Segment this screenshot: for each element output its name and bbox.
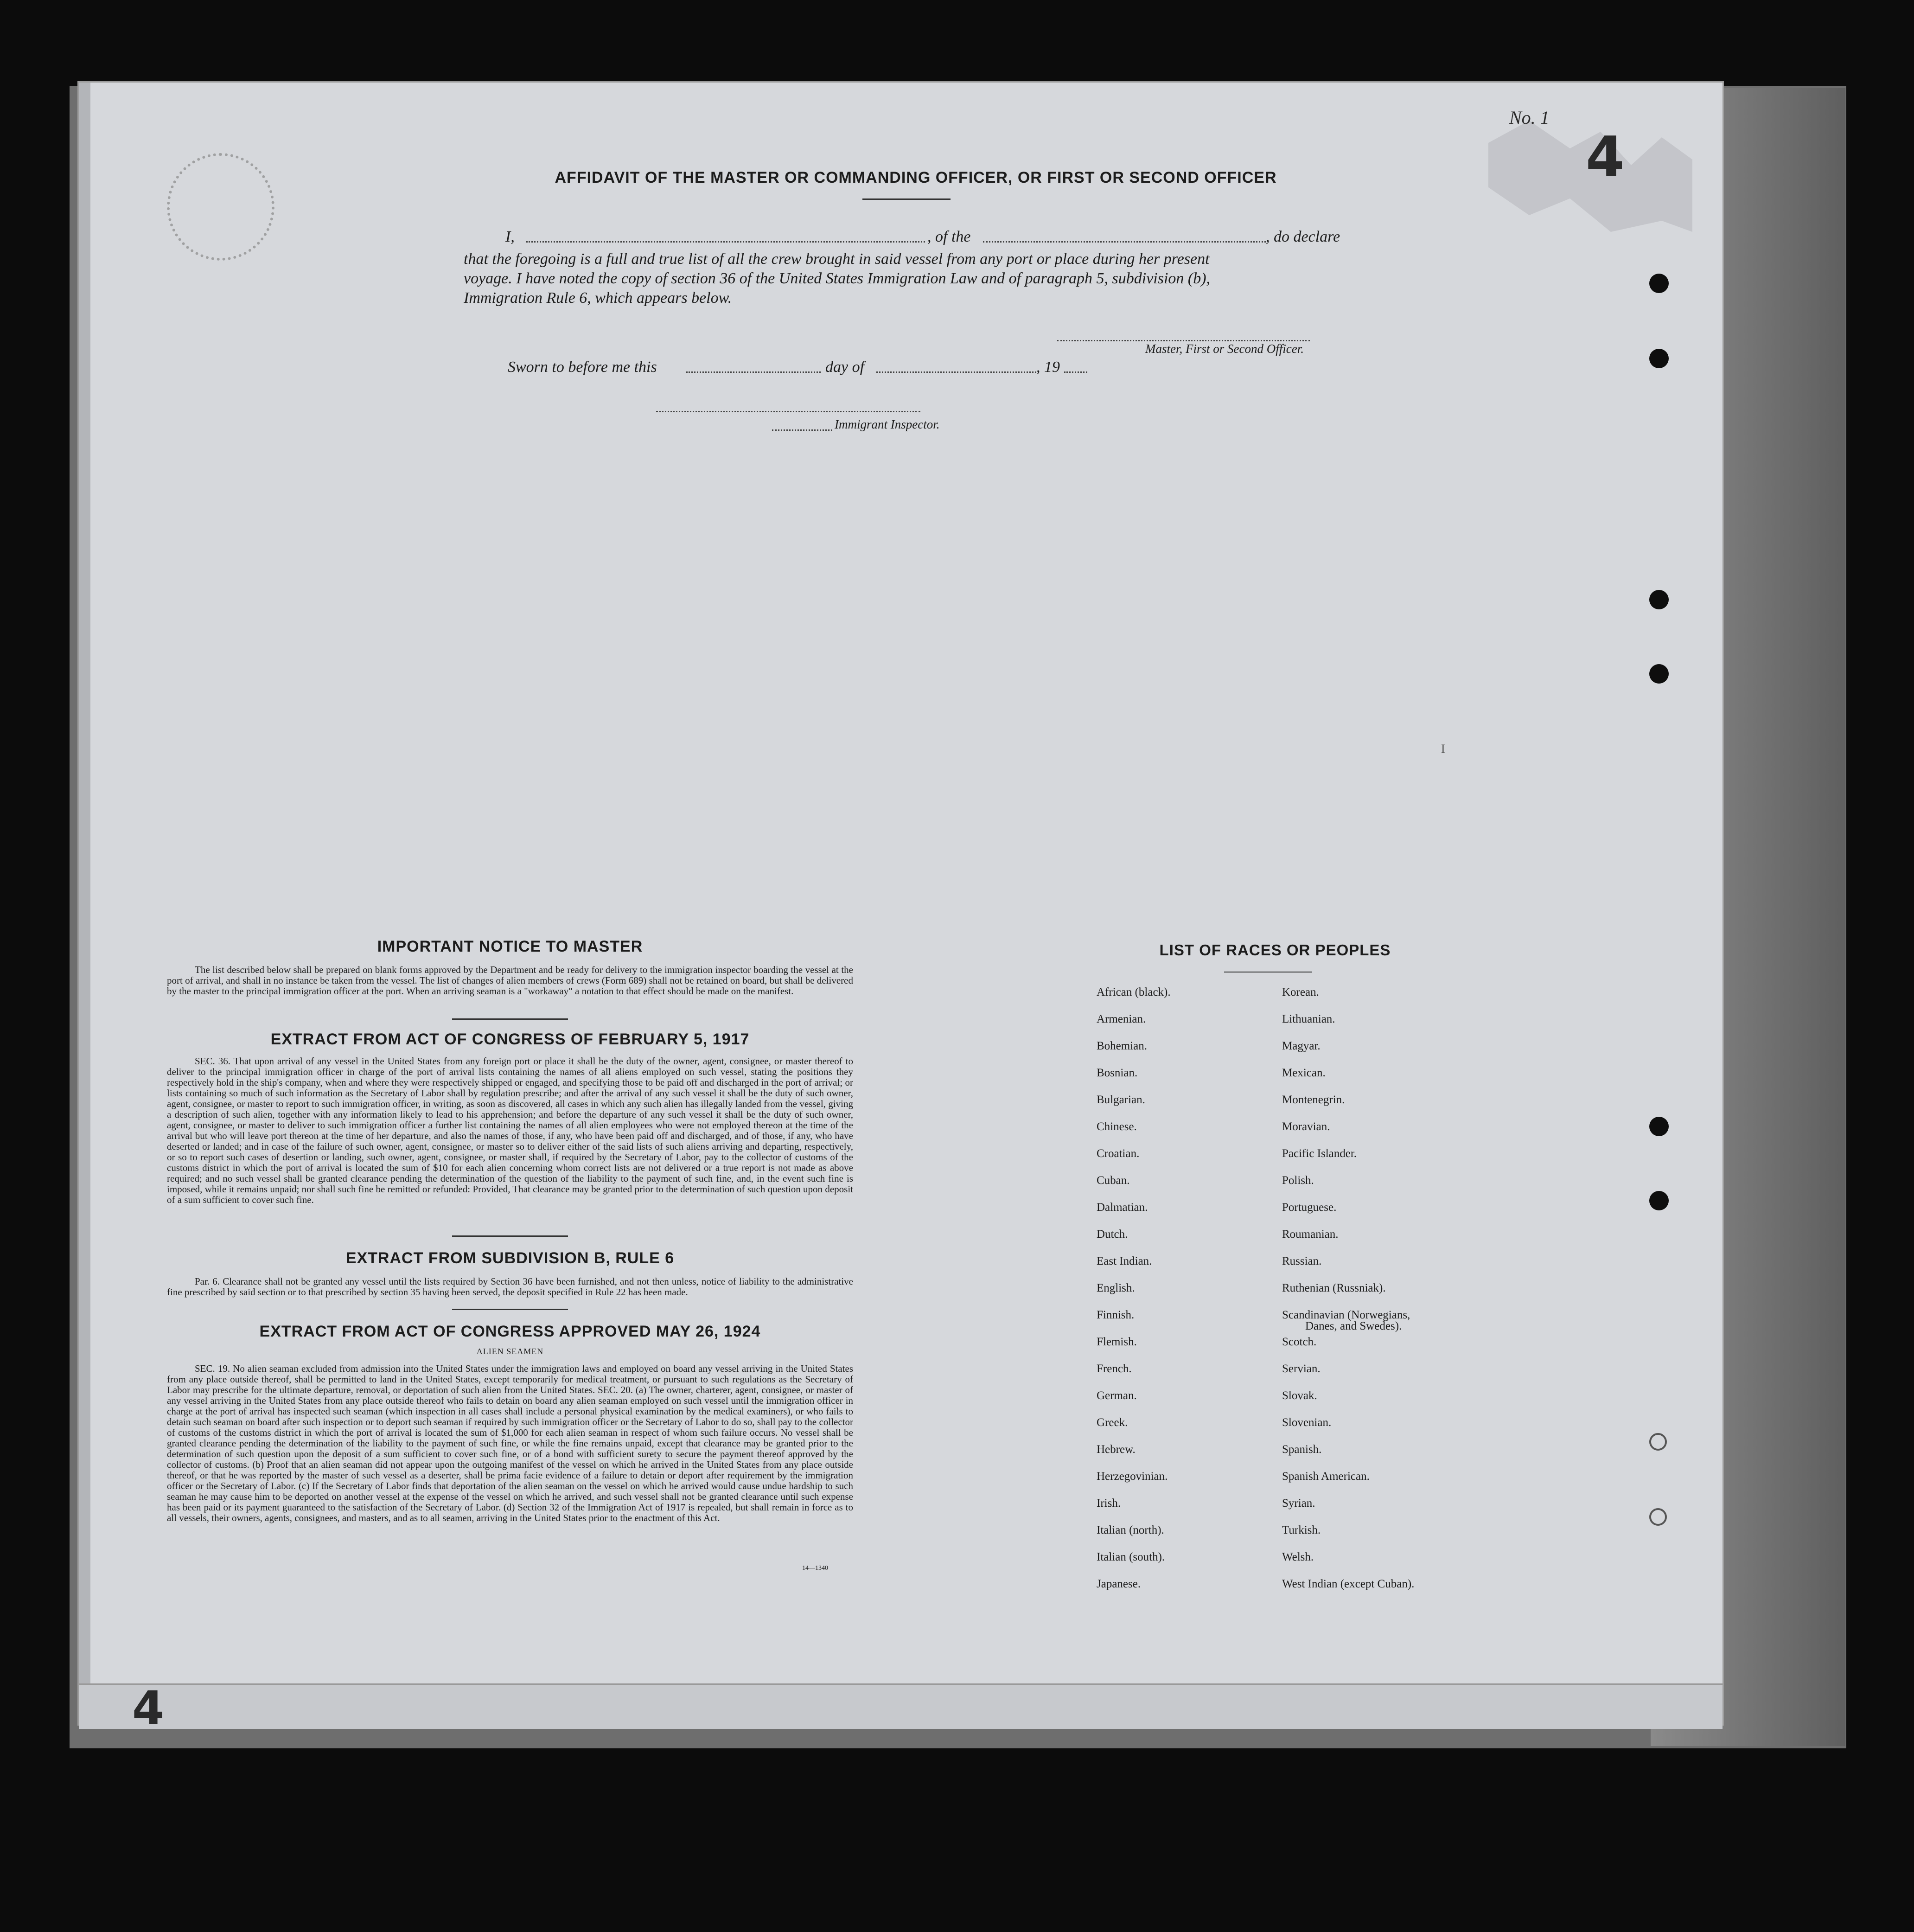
sworn-month-blank: [876, 358, 1036, 373]
section-divider: [452, 1309, 568, 1310]
sworn-text: Sworn to before me this: [508, 358, 657, 376]
extract-1924-text: SEC. 19. No alien seaman excluded from admission into the United States under the immigration laws and employed on board any vessel arriving in the United States from any place outside thereof, shall be permitted to land in the United States, except temporarily for medical treatment, or pursuant to such regulations as the Secretary of Labor may prescribe for the ultimate departure, removal, or deportation of such alien from the United States. SEC. 20. (a) The owner, charterer, agent, consignee, or master of any vessel arriving in the United States from any place outside thereof who fails to detain on board any alien seaman employed on such vessel until the immigration officer in charge at the port of arrival has inspected such seaman (which inspection in all cases shall include a personal physical examination by the medical examiners), or who fails to detain such seaman on board after such inspection or to deport such seaman if required by such immigration officer or the Secretary of Labor to do so, shall pay to the collector of customs of the customs district in which the port of arrival is located the sum of $1,000 for each alien seaman in respect of whom such failure occurs. No vessel shall be granted clearance pending the determination of the liability to the payment of such fine, or while the fine remains unpaid, except that clearance may be granted prior to the determination of such question upon the deposit of a sum sufficient to cover such fine, or of a bond with sufficient surety to secure the payment thereof approved by the collector of customs. (b) Proof that an alien seaman did not appear upon the outgoing manifest of the vessel on which he arrived in the United States from any place outside thereof, or that he was reported by the master of such vessel as a deserter, shall be prima facie evidence of a failure to detain or deport after requirement by the immigration officer or the Secretary of Labor. (c) If the Secretary of Labor finds that deportation of the alien seaman on the vessel on which he arrived would cause undue hardship to such seaman he may cause him to be deported on another vessel at the expense of the vessel on which he arrived, and such vessel shall not be granted clearance until such expense has been paid or its payment guaranteed to the satisfaction of the Secretary of Labor. (d) Section 32 of the Immigration Act of 1917 is repealed, but shall remain in force as to all vessels, their owners, agents, consignees, and masters, and as to all seamen, arriving in the United States prior to the enactment of this Act.: [167, 1363, 853, 1523]
punch-hole-icon: [1649, 1191, 1669, 1210]
extract-1924-title: EXTRACT FROM ACT OF CONGRESS APPROVED MAY 26, 1924: [259, 1323, 761, 1340]
punch-hole-icon: [1649, 1117, 1669, 1136]
master-signature-caption: Master, First or Second Officer.: [1145, 342, 1304, 356]
section-divider: [452, 1018, 568, 1020]
race-item: Dutch.: [1097, 1228, 1128, 1241]
year-blank: [1064, 358, 1087, 373]
affidavit-line-3: voyage. I have noted the copy of section 36 of the United States Immigration Law and of paragraph 5, subdivision (b),: [464, 270, 1211, 287]
race-item: Italian (south).: [1097, 1551, 1165, 1563]
year-text: , 19: [1036, 358, 1060, 376]
punch-hole-icon: [1649, 590, 1669, 609]
race-item: Bohemian.: [1097, 1040, 1148, 1052]
punch-hole-icon: [1649, 349, 1669, 368]
race-item: Ruthenian (Russniak).: [1282, 1282, 1386, 1294]
punch-hole-outline-icon: [1649, 1508, 1667, 1526]
race-item: Cuban.: [1097, 1174, 1130, 1187]
race-item: Armenian.: [1097, 1013, 1146, 1025]
race-item: Polish.: [1282, 1174, 1314, 1187]
master-signature-line: [1057, 327, 1310, 341]
rule-6-text: Par. 6. Clearance shall not be granted any vessel until the lists required by Section 36 have been furnished, and not then unless, notice of liability to the administrative fine prescribed by said section or to that prescribed by section 35 having been served, the deposit specified in Rule 22 has been made.: [167, 1276, 853, 1298]
race-item: Welsh.: [1282, 1551, 1314, 1563]
race-item: West Indian (except Cuban).: [1282, 1578, 1415, 1590]
form-code: 14—1340: [802, 1565, 828, 1572]
race-item: Korean.: [1282, 986, 1319, 998]
race-item: Finnish.: [1097, 1309, 1135, 1321]
race-item: Hebrew.: [1097, 1443, 1136, 1456]
race-item: Moravian.: [1282, 1120, 1330, 1133]
race-item: Turkish.: [1282, 1524, 1321, 1536]
race-item: Dalmatian.: [1097, 1201, 1148, 1214]
race-item-continuation: Danes, and Swedes).: [1305, 1320, 1402, 1332]
race-item: Pacific Islander.: [1282, 1147, 1357, 1160]
race-item: Scandinavian (Norwegians,: [1282, 1309, 1410, 1321]
race-item: Chinese.: [1097, 1120, 1137, 1133]
race-item: French.: [1097, 1363, 1132, 1375]
race-item: East Indian.: [1097, 1255, 1152, 1267]
race-item: Syrian.: [1282, 1497, 1315, 1510]
sheet-number-large: 4: [1586, 125, 1625, 190]
race-item: Slovenian.: [1282, 1416, 1332, 1429]
vessel-blank: [983, 228, 1266, 243]
title-divider: [862, 198, 951, 200]
race-item: Servian.: [1282, 1363, 1321, 1375]
day-of-text: day of: [825, 358, 865, 376]
page-bottom-strip: [79, 1683, 1723, 1729]
extract-1917-text: SEC. 36. That upon arrival of any vessel in the United States from any foreign port or place it shall be the duty of the owner, agent, consignee, or master thereof to deliver to the principal immigration officer in charge of the port of arrival lists containing the names of all aliens employed on such vessel, stating the positions they respectively hold in the ship's company, when and where they were respectively shipped or engaged, and specifying those to be paid off and discharged in the port of arrival; or lists containing so much of such information as the Secretary of Labor shall by regulation prescribe; and after the arrival of any such vessel it shall be the duty of such owner, agent, consignee, or master to report to such immigration officer, in writing, as soon as discovered, all cases in which any such alien has illegally landed from the vessel, giving a description of such alien, together with any information likely to lead to his apprehension; and before the departure of any such vessel it shall be the duty of such owner, agent, consignee, or master to deliver to such immigration officer a further list containing the names of all alien employees who were not employed thereon at the time of the arrival but who will leave port thereon at the time of her departure, and also the names of those, if any, who have been paid off and discharged, and of those, if any, who have deserted or landed; and in case of the failure of such owner, agent, consignee, or master so to deliver either of the said lists of such aliens arriving and departing, respectively, or so to report such cases of desertion or landing, such owner, agent, consignee, or master shall, if required by the Secretary of Labor, pay to the collector of customs of the customs district in which the port of arrival is located the sum of $10 for each alien concerning whom correct lists are not delivered or a true report is not made as above required; and no such vessel shall be granted clearance pending the determination of the question of the liability to the payment of such fine, and, in the event such fine is imposed, while it remains unpaid; nor shall such fine be remitted or refunded: Provided, That clearance may be granted prior to the determination of such question upon deposit of a sum sufficient to cover such fine.: [167, 1056, 853, 1205]
race-item: Slovak.: [1282, 1389, 1317, 1402]
race-item: Portuguese.: [1282, 1201, 1337, 1214]
notice-text: The list described below shall be prepared on blank forms approved by the Department and be ready for delivery to the immigration inspector boarding the vessel at the port of arrival, and shall in no instance be taken from the vessel. The list of changes of alien members of crews (Form 689) shall not be retained on board, but shall be delivered by the master to the principal immigration officer at the port. When an arriving seaman is a "workaway" a notation to that effect should be made on the manifest.: [167, 964, 853, 997]
race-item: Russian.: [1282, 1255, 1322, 1267]
sworn-day-blank: [686, 358, 821, 373]
race-item: Bulgarian.: [1097, 1094, 1145, 1106]
extract-1917-title: EXTRACT FROM ACT OF CONGRESS OF FEBRUARY 5, 1917: [270, 1030, 750, 1048]
punch-hole-icon: [1649, 274, 1669, 293]
race-item: Japanese.: [1097, 1578, 1141, 1590]
punch-hole-outline-icon: [1649, 1433, 1667, 1451]
race-item: Magyar.: [1282, 1040, 1321, 1052]
punch-hole-icon: [1649, 664, 1669, 684]
affidavit-i: I,: [505, 228, 515, 245]
race-item: Bosnian.: [1097, 1067, 1138, 1079]
sheet-number-label: No. 1: [1509, 107, 1550, 128]
extract-1924-subtitle: ALIEN SEAMEN: [476, 1347, 544, 1356]
race-item: German.: [1097, 1389, 1137, 1402]
affidavit-line-4: Immigration Rule 6, which appears below.: [464, 289, 732, 307]
seal-stamp-icon: [167, 153, 274, 261]
races-title: LIST OF RACES OR PEOPLES: [1159, 941, 1391, 959]
rule-6-title: EXTRACT FROM SUBDIVISION B, RULE 6: [345, 1249, 675, 1267]
race-item: African (black).: [1097, 986, 1171, 998]
affidavit-of-the: , of the: [927, 228, 971, 245]
sheet-number-bottom: 4: [132, 1681, 165, 1735]
race-item: Irish.: [1097, 1497, 1121, 1510]
race-item: Mexican.: [1282, 1067, 1326, 1079]
affidavit-declare: , do declare: [1266, 228, 1340, 245]
inspector-dots: [772, 416, 832, 431]
race-item: English.: [1097, 1282, 1135, 1294]
inspector-caption: Immigrant Inspector.: [835, 417, 940, 431]
race-item: Italian (north).: [1097, 1524, 1164, 1536]
inspector-signature-line: [656, 398, 920, 412]
race-item: Flemish.: [1097, 1336, 1137, 1348]
race-item: Spanish.: [1282, 1443, 1322, 1456]
race-item: Spanish American.: [1282, 1470, 1370, 1483]
stray-mark: I: [1441, 742, 1445, 755]
affidavit-title: AFFIDAVIT OF THE MASTER OR COMMANDING OFFICER, OR FIRST OR SECOND OFFICER: [555, 169, 1277, 186]
page-left-edge: [79, 83, 90, 1724]
race-item: Lithuanian.: [1282, 1013, 1335, 1025]
section-divider: [452, 1235, 568, 1237]
race-item: Roumanian.: [1282, 1228, 1339, 1241]
race-item: Croatian.: [1097, 1147, 1140, 1160]
race-item: Herzegovinian.: [1097, 1470, 1168, 1483]
notice-title: IMPORTANT NOTICE TO MASTER: [377, 938, 643, 955]
race-item: Montenegrin.: [1282, 1094, 1345, 1106]
affidavit-line-2: that the foregoing is a full and true list of all the crew brought in said vessel from any port or place during her present: [464, 250, 1210, 268]
name-blank: [526, 228, 925, 243]
race-item: Greek.: [1097, 1416, 1128, 1429]
race-item: Scotch.: [1282, 1336, 1317, 1348]
